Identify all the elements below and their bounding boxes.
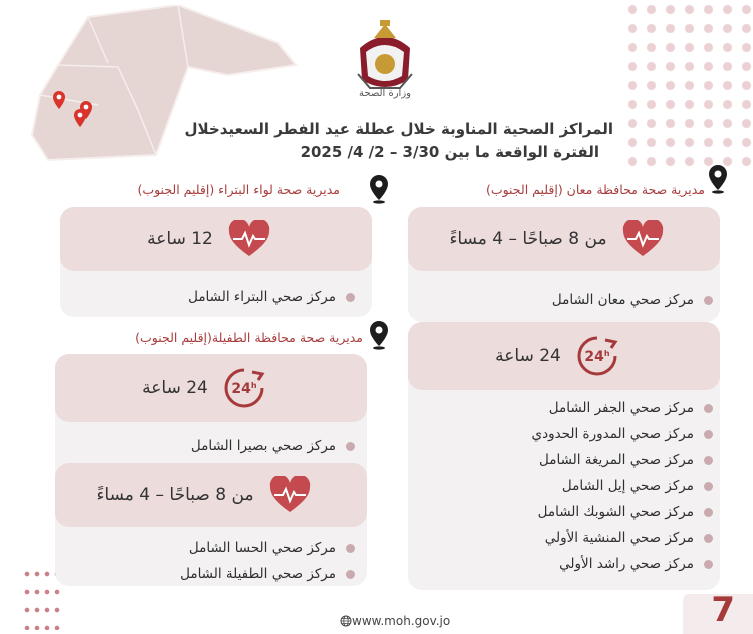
center-name: مركز صحي الشوبك الشامل <box>537 504 694 520</box>
24h-clock-icon <box>575 334 619 378</box>
ministry-label: وزارة الصحة <box>359 88 411 99</box>
center-name: مركز صحي المنشية الأولي <box>544 530 694 546</box>
list-item <box>413 447 713 473</box>
location-pin-icon <box>368 174 390 204</box>
heartbeat-icon <box>268 476 312 514</box>
maan-hours-band-2 <box>408 322 720 390</box>
list-item <box>188 284 355 310</box>
tafila-hours-band-1 <box>55 354 367 422</box>
center-name: مركز صحي راشد الأولي <box>559 556 694 572</box>
bullet <box>704 430 713 439</box>
tafila-hours-label-1: 24 ساعة <box>142 378 208 398</box>
bullet <box>346 544 355 553</box>
website-text: www.moh.gov.jo <box>352 614 451 628</box>
title-line-2: الفترة الواقعة ما بين 3/30 – 2/ 4/ 2025 <box>300 143 599 161</box>
center-name: مركز صحي إيل الشامل <box>561 478 694 494</box>
page-number: 7 <box>711 590 735 630</box>
tafila-directorate-title: مديرية صحة محافظة الطفيلة(إقليم الجنوب) <box>135 330 363 345</box>
globe-icon <box>340 615 352 627</box>
list-item <box>191 433 355 459</box>
tafila-hours-band-2 <box>55 463 367 527</box>
center-name: مركز صحي الجفر الشامل <box>548 400 694 416</box>
24h-clock-icon <box>222 366 266 410</box>
bullet <box>704 560 713 569</box>
svg-text:24h: 24$^h$ <box>584 349 610 365</box>
petra-hours-label: 12 ساعة <box>147 229 213 249</box>
petra-hours-band <box>60 207 372 271</box>
heartbeat-icon <box>621 220 665 258</box>
bullet <box>704 482 713 491</box>
list-item <box>413 473 713 499</box>
bullet <box>704 296 713 305</box>
center-name: مركز صحي معان الشامل <box>551 292 694 308</box>
maan-hours-band-1 <box>408 207 720 271</box>
list-item <box>552 287 713 313</box>
center-name: مركز صحي بصيرا الشامل <box>190 438 336 454</box>
location-pin-icon <box>368 320 390 350</box>
list-item <box>413 499 713 525</box>
bullet <box>346 293 355 302</box>
list-item <box>413 525 713 551</box>
petra-directorate-title: مديرية صحة لواء البتراء (إقليم الجنوب) <box>137 182 340 197</box>
tafila-center-list <box>55 535 355 587</box>
maan-center-list <box>413 395 713 577</box>
list-item <box>413 551 713 577</box>
maan-directorate-title: مديرية صحة محافظة معان (إقليم الجنوب) <box>485 182 705 197</box>
bullet <box>704 508 713 517</box>
bullet <box>346 442 355 451</box>
maan-hours-label-1: من 8 صباحًا – 4 مساءً <box>449 229 607 249</box>
website-link[interactable] <box>340 614 450 628</box>
decorative-dots-top-right <box>623 0 753 170</box>
list-item <box>413 395 713 421</box>
bullet <box>346 570 355 579</box>
center-name: مركز صحي المريغة الشامل <box>539 452 694 468</box>
page-title <box>93 118 613 164</box>
center-name: مركز صحي البتراء الشامل <box>188 289 336 305</box>
bullet <box>704 404 713 413</box>
list-item <box>55 535 355 561</box>
maan-hours-label-2: 24 ساعة <box>495 346 561 366</box>
heartbeat-icon <box>227 220 271 258</box>
svg-text:24h: 24$^h$ <box>231 381 257 397</box>
title-line-1: المراكز الصحية المناوبة خلال عطلة عيد الفطر السعيدخلال <box>184 120 613 138</box>
list-item <box>55 561 355 587</box>
center-name: مركز صحي المدورة الحدودي <box>531 426 694 442</box>
list-item <box>413 421 713 447</box>
center-name: مركز صحي الحسا الشامل <box>188 540 336 556</box>
tafila-hours-label-2: من 8 صباحًا – 4 مساءً <box>96 485 254 505</box>
bullet <box>704 456 713 465</box>
bullet <box>704 534 713 543</box>
center-name: مركز صحي الطفيلة الشامل <box>180 566 336 582</box>
location-pin-icon <box>707 164 729 194</box>
